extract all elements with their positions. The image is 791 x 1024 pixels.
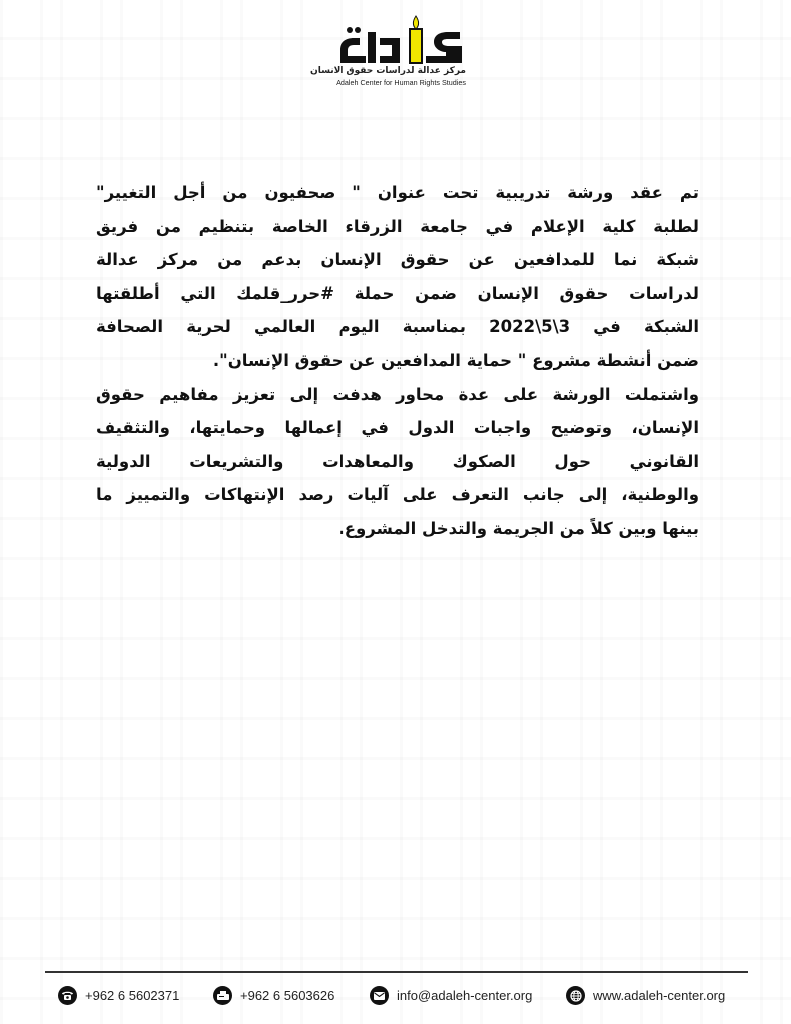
logo-wordmark-graphic <box>336 14 466 66</box>
contact-website <box>566 986 725 1005</box>
contact-email <box>370 986 532 1005</box>
website-url[interactable]: www.adaleh-center.org <box>593 988 726 1003</box>
text-line: واشتملت الورشة على عدة محاور هدفت إلى تعزيز مفاهيم حقوق <box>96 384 699 404</box>
footer-contacts <box>58 986 758 1010</box>
logo-english-subtitle: Adaleh Center for Human Rights Studies <box>336 78 466 87</box>
text-line: ضمن أنشطة مشروع " حماية المدافعين عن حقوق الإنسان". <box>212 350 699 370</box>
document-body <box>96 176 699 546</box>
phone-icon <box>58 986 77 1005</box>
text-line: الإنسان، وتوضيح واجبات الدول في إعمالها وحمايتها، والتثقيف <box>96 418 699 438</box>
adaleh-logo <box>310 14 466 92</box>
phone-number[interactable]: +962 6 5602371 <box>85 988 180 1003</box>
contact-fax <box>213 986 334 1005</box>
fax-number[interactable]: +962 6 5603626 <box>240 988 335 1003</box>
text-line: لطلبة كلية الإعلام في جامعة الزرقاء الخاصة بتنظيم من فريق <box>96 216 699 236</box>
fax-icon <box>213 986 232 1005</box>
contact-phone <box>58 986 179 1005</box>
footer-divider <box>45 971 748 973</box>
text-line: شبكة نما للمدافعين عن حقوق الإنسان بدعم من مركز عدالة <box>96 250 699 270</box>
email-icon <box>370 986 389 1005</box>
text-line: والوطنية، إلى جانب التعرف على آليات رصد الإنتهاكات والتمييز ما <box>96 485 699 505</box>
paragraph-1 <box>96 176 699 378</box>
text-line: لدراسات حقوق الإنسان ضمن حملة #حرر_قلمك التي أطلقتها <box>96 283 699 303</box>
globe-icon <box>566 986 585 1005</box>
email-address[interactable]: info@adaleh-center.org <box>397 988 533 1003</box>
text-line: بينها وبين كلاً من الجريمة والتدخل المشروع. <box>338 518 699 538</box>
paragraph-2 <box>96 378 699 546</box>
text-line: تم عقد ورشة تدريبية تحت عنوان " صحفيون من أجل التغيير" <box>96 183 699 202</box>
logo-arabic-subtitle: مركز عدالة لدراسات حقوق الانسان <box>310 66 466 76</box>
text-line: القانوني حول الصكوك والمعاهدات والتشريعات الدولية <box>96 451 699 471</box>
text-line: الشبكة في 3\5\2022 بمناسبة اليوم العالمي لحرية الصحافة <box>96 317 699 337</box>
